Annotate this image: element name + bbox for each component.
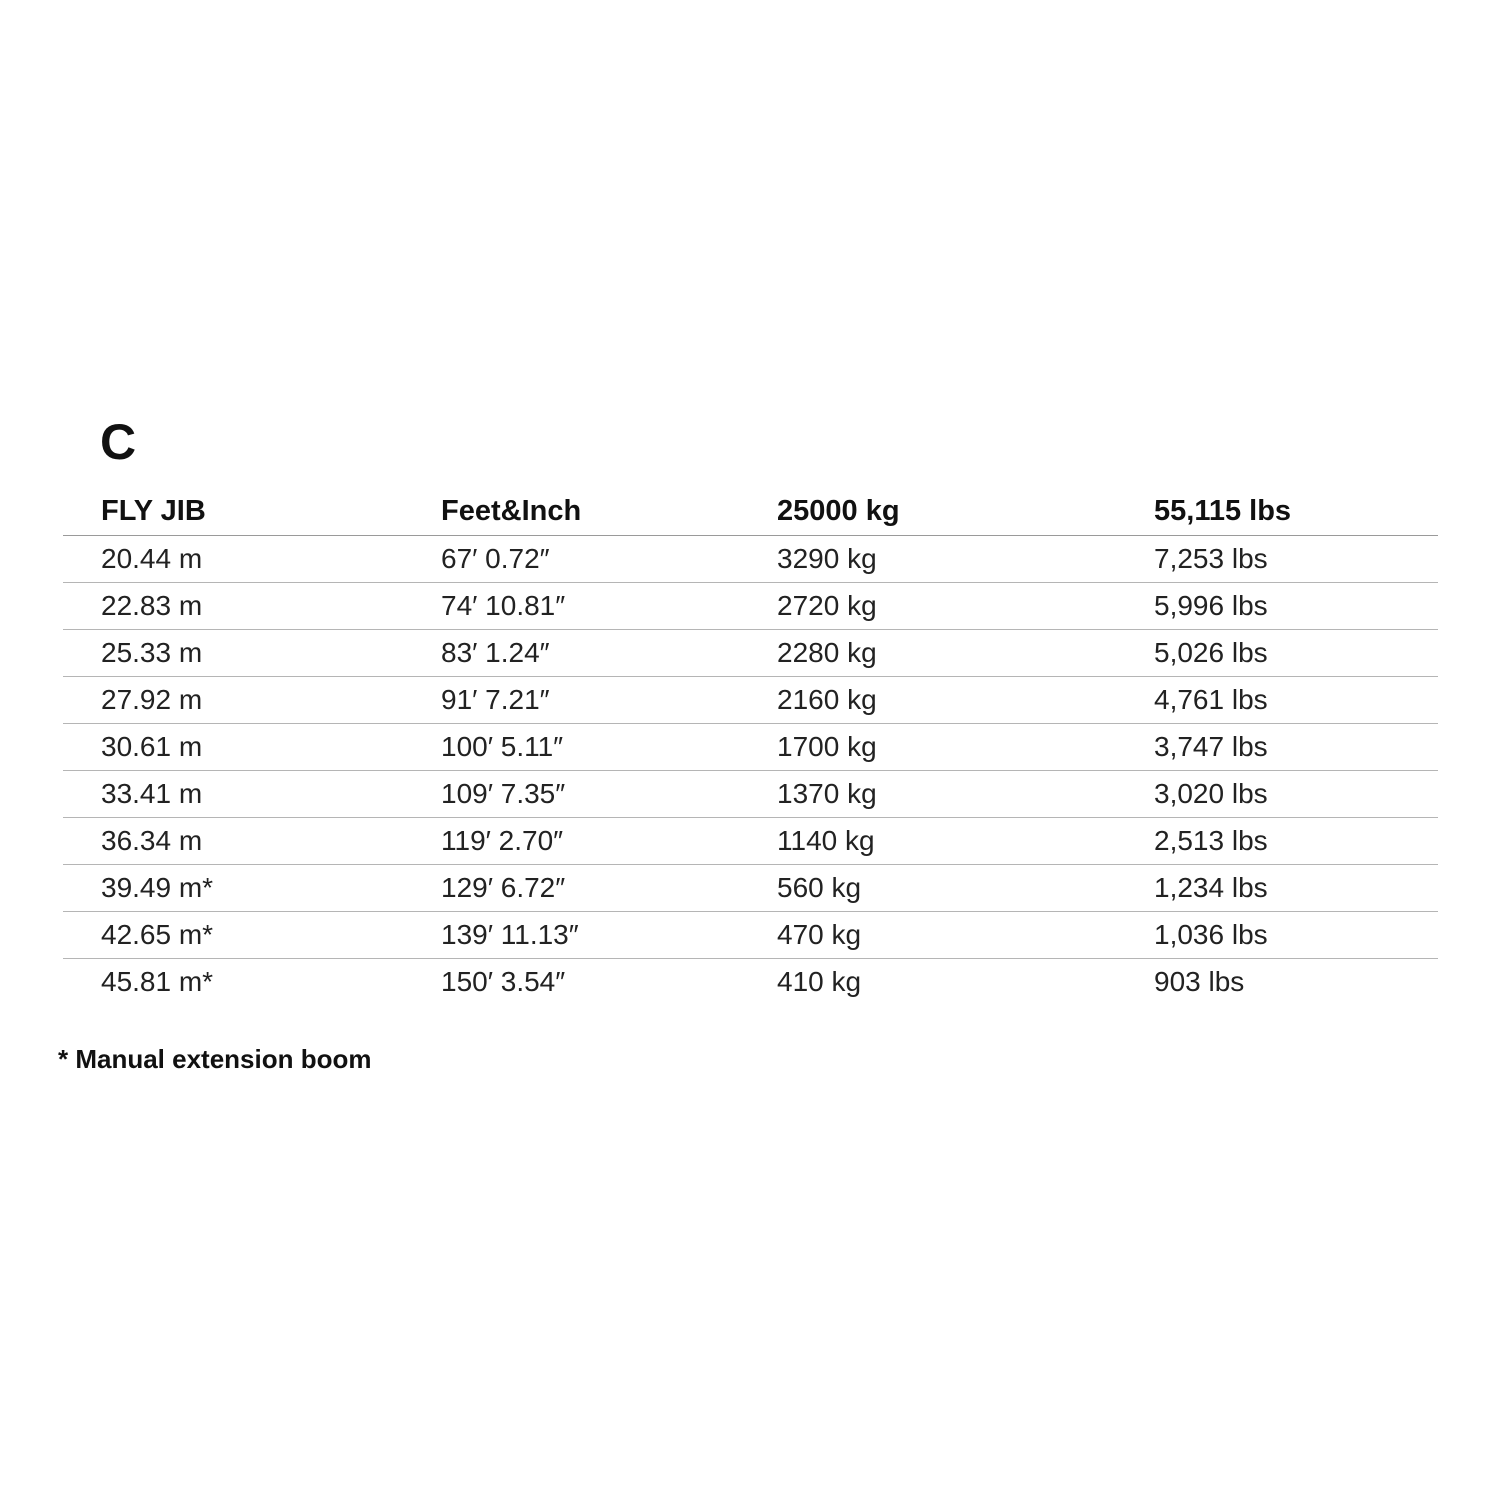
cell-load-kg: 1140 kg (777, 818, 1154, 865)
cell-load-kg: 1700 kg (777, 724, 1154, 771)
table-row (63, 677, 1438, 724)
table-row (63, 912, 1438, 959)
cell-length-m: 27.92 m (63, 677, 441, 724)
cell-length-m: 25.33 m (63, 630, 441, 677)
cell-length-ft: 139′ 11.13″ (441, 912, 777, 959)
cell-load-kg: 410 kg (777, 966, 862, 997)
header-capacity-lbs: 55,115 lbs (1154, 488, 1438, 536)
cell-length-m: 30.61 m (63, 724, 441, 771)
footnote: * Manual extension boom (58, 1044, 372, 1074)
cell-length-m: 20.44 m (63, 536, 441, 583)
cell-load-kg: 1370 kg (777, 771, 1154, 818)
cell-length-m: 22.83 m (63, 583, 441, 630)
cell-length-ft: 109′ 7.35″ (441, 771, 777, 818)
cell-length-m: 33.41 m (63, 771, 441, 818)
cell-length-ft: 100′ 5.11″ (441, 724, 777, 771)
cell-load-kg: 3290 kg (777, 536, 1154, 583)
cell-load-lbs: 1,036 lbs (1154, 912, 1438, 959)
cell-length-m: 42.65 m* (63, 912, 441, 959)
cell-length-ft: 67′ 0.72″ (441, 536, 777, 583)
cell-load-kg: 2280 kg (777, 630, 1154, 677)
table-row (63, 818, 1438, 865)
header-fly-jib: FLY JIB (63, 488, 441, 536)
cell-load-lbs: 3,020 lbs (1154, 771, 1438, 818)
table-row (63, 583, 1438, 630)
cell-length-m: 39.49 m* (63, 865, 441, 912)
table-row (63, 724, 1438, 771)
cell-length-ft: 129′ 6.72″ (441, 865, 777, 912)
section-letter: C (100, 414, 137, 470)
cell-load-kg: 470 kg (777, 912, 1154, 959)
table-header-row (63, 488, 1438, 536)
table-row (63, 771, 1438, 818)
cell-length-ft: 91′ 7.21″ (441, 677, 777, 724)
load-chart-table (63, 488, 1438, 1005)
cell-load-lbs: 903 lbs (1154, 966, 1245, 997)
cell-load-kg: 560 kg (777, 865, 1154, 912)
cell-load-lbs: 1,234 lbs (1154, 865, 1438, 912)
cell-length-ft: 74′ 10.81″ (441, 583, 777, 630)
cell-length-ft: 83′ 1.24″ (441, 630, 777, 677)
table-row (63, 536, 1438, 583)
cell-load-lbs: 4,761 lbs (1154, 677, 1438, 724)
cell-load-kg: 2160 kg (777, 677, 1154, 724)
table-row (63, 630, 1438, 677)
header-capacity-kg: 25000 kg (777, 488, 1154, 536)
cell-length-m: 45.81 m* (101, 966, 214, 997)
cell-load-lbs: 5,026 lbs (1154, 630, 1438, 677)
cell-load-kg: 2720 kg (777, 583, 1154, 630)
header-feet-inch: Feet&Inch (441, 488, 777, 536)
table-row (63, 959, 1438, 1006)
table-row (63, 865, 1438, 912)
cell-length-ft: 119′ 2.70″ (441, 818, 777, 865)
cell-load-lbs: 5,996 lbs (1154, 583, 1438, 630)
cell-length-ft: 150′ 3.54″ (441, 966, 566, 997)
cell-load-lbs: 7,253 lbs (1154, 536, 1438, 583)
cell-length-m: 36.34 m (63, 818, 441, 865)
cell-load-lbs: 2,513 lbs (1154, 818, 1438, 865)
cell-load-lbs: 3,747 lbs (1154, 724, 1438, 771)
